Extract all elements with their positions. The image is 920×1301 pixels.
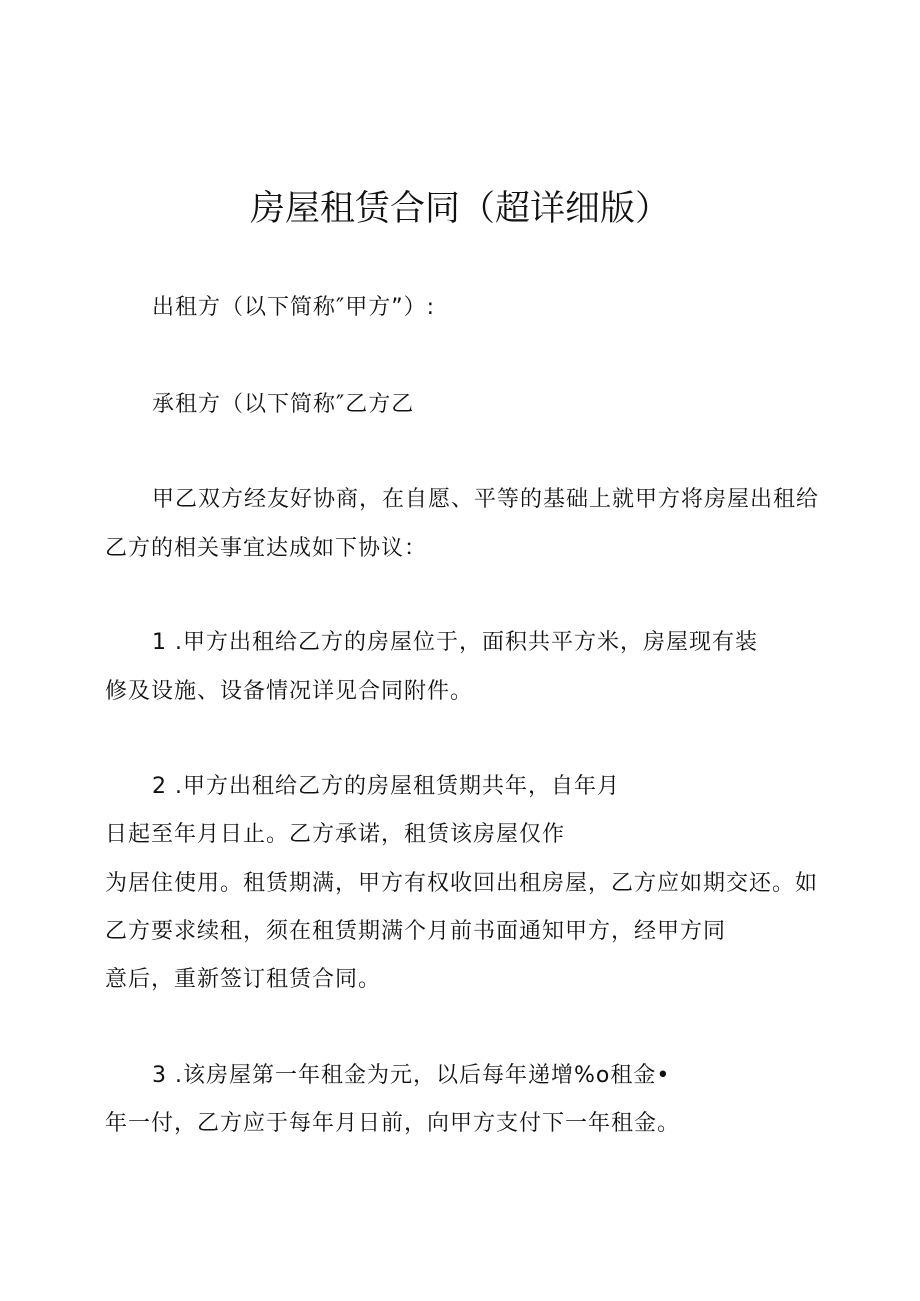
preamble-line-1: 甲乙双方经友好协商，在自愿、平等的基础上就甲方将房屋出租给 bbox=[152, 487, 820, 512]
clause-2-line-1: 2 .甲方出租给乙方的房屋租赁期共年，自年月 bbox=[152, 774, 620, 799]
clause-3-line-1: 3 .该房屋第一年租金为元，以后每年递增%o租金• bbox=[152, 1063, 671, 1088]
clause-1-line-1: 1 .甲方出租给乙方的房屋位于，面积共平方米，房屋现有装 bbox=[152, 630, 758, 655]
clause-2-line-4: 乙方要求续租，须在租赁期满个月前书面通知甲方，经甲方同 bbox=[105, 919, 727, 944]
party-a-line: 出租方（以下简称″甲方”）: bbox=[152, 295, 436, 320]
preamble-line-2: 乙方的相关事宜达成如下协议： bbox=[105, 536, 428, 561]
clause-1-line-2: 修及设施、设备情况详见合同附件。 bbox=[105, 679, 474, 704]
clause-3-line-2: 年一付，乙方应于每年月日前，向甲方支付下一年租金。 bbox=[105, 1111, 681, 1136]
clause-2-line-5: 意后，重新签订租赁合同。 bbox=[105, 967, 382, 992]
document-title: 房屋租赁合同（超详细版） bbox=[249, 189, 670, 229]
party-b-line: 承租方（以下简称″乙方乙 bbox=[152, 392, 415, 417]
clause-2-line-3: 为居住使用。租赁期满，甲方有权收回出租房屋，乙方应如期交还。如 bbox=[105, 871, 819, 896]
clause-2-line-2: 日起至年月日止。乙方承诺，租赁该房屋仅作 bbox=[105, 822, 566, 847]
